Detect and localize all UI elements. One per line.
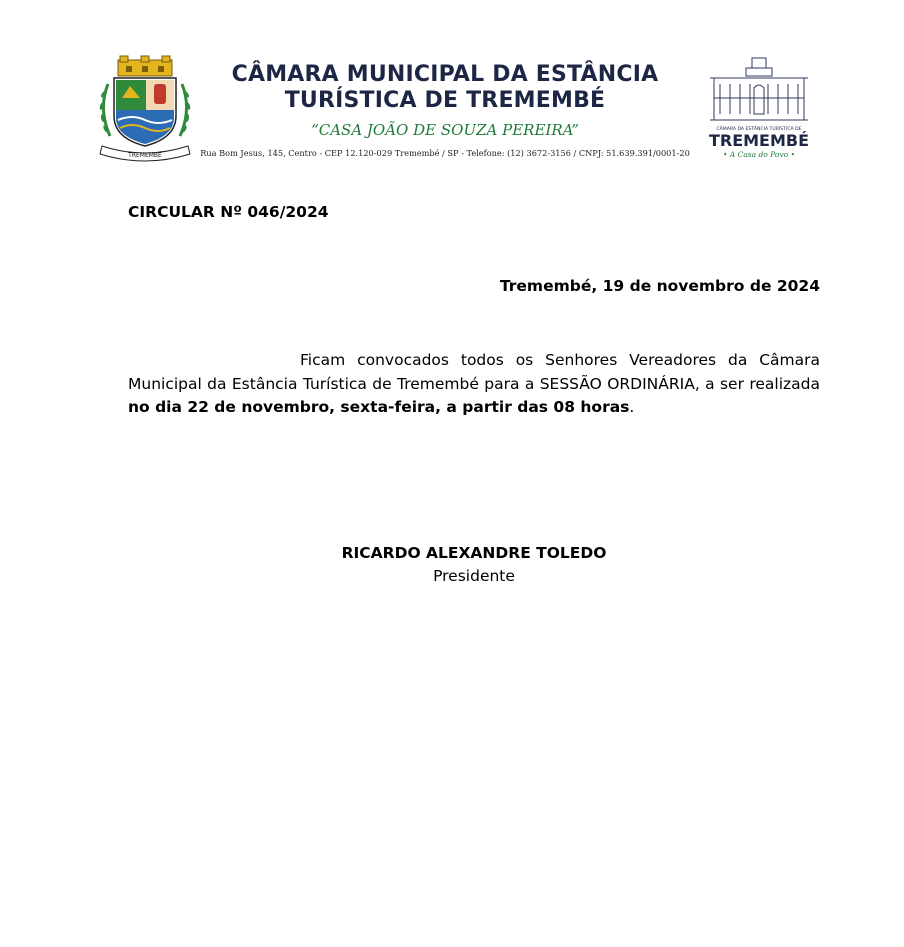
signature-name: RICARDO ALEXANDRE TOLEDO bbox=[341, 544, 607, 562]
logo-label-big: TREMEMBÉ bbox=[708, 131, 810, 150]
body-text-part1: Ficam convocados todos os Senhores Vereadores da Câmara Municipal da Estância Turística de Tremembé para a SESSÃO ORDINÁRIA, a ser realizada bbox=[128, 351, 820, 393]
municipal-crest-icon bbox=[96, 54, 194, 164]
body-text-bold: no dia 22 de novembro, sexta-feira, a partir das 08 horas bbox=[128, 398, 630, 416]
body-paragraph bbox=[128, 349, 820, 420]
document-date: Tremembé, 19 de novembro de 2024 bbox=[499, 277, 820, 295]
header-subtitle: “CASA JOÃO DE SOUZA PEREIRA” bbox=[311, 121, 579, 139]
crest-banner-text: TREMEMBÉ bbox=[128, 152, 162, 159]
signature-role: Presidente bbox=[433, 567, 515, 585]
logo-label-small: CÂMARA DA ESTÂNCIA TURÍSTICA DE bbox=[716, 127, 802, 132]
header-address: Rua Bom Jesus, 145, Centro - CEP 12.120-029 Tremembé / SP - Telefone: (12) 3672-3156 / CNPJ: 51.639.391/0001-20 bbox=[200, 148, 690, 158]
header-title-line1: CÂMARA MUNICIPAL DA ESTÂNCIA bbox=[231, 62, 659, 87]
logo-tagline: • A Casa do Povo • bbox=[722, 150, 796, 159]
circular-number: CIRCULAR Nº 046/2024 bbox=[128, 203, 329, 221]
building-icon bbox=[706, 54, 812, 164]
header-title-line2: TURÍSTICA DE TREMEMBÉ bbox=[284, 88, 606, 113]
body-text-end: . bbox=[629, 398, 635, 416]
